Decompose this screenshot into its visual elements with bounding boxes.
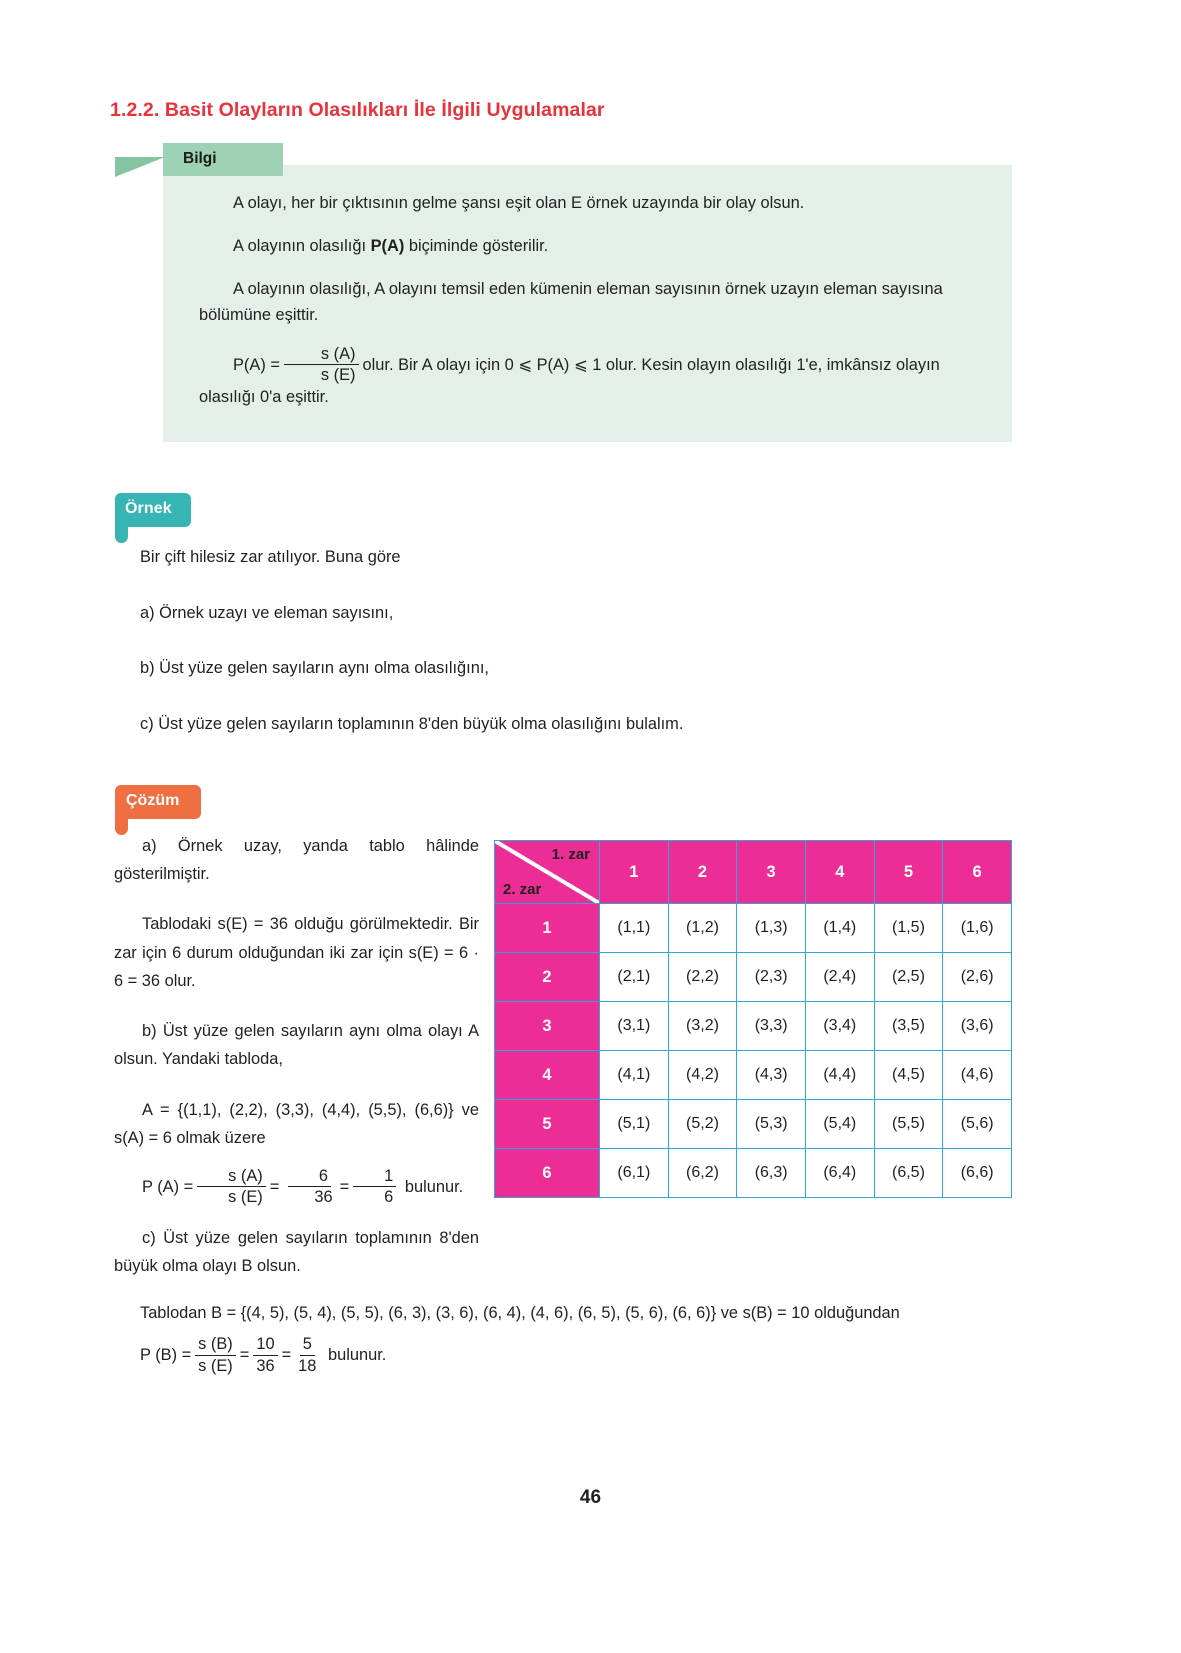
info-paragraph-2	[199, 234, 980, 260]
cell-3-1: (3,1)	[600, 1002, 669, 1051]
cell-3-6: (3,6)	[943, 1002, 1012, 1051]
formula-b-equals-2: =	[281, 1346, 292, 1365]
table-row	[495, 1002, 1012, 1051]
row-header-4: 4	[495, 1051, 600, 1100]
solution-badge	[115, 785, 201, 819]
solution-paragraph-se: Tablodaki s(E) = 36 olduğu görülmektedir. Bir zar için 6 durum olduğundan iki zar için s(E) = 6 · 6 = 36 olur.	[114, 915, 479, 990]
solution-paragraph-a: a) Örnek uzay, yanda tablo hâlinde gösterilmiştir.	[114, 837, 479, 884]
fraction-s-a-over-s-e	[284, 345, 359, 385]
info-p2-part3: biçiminde gösterilir.	[404, 236, 549, 255]
cell-4-3: (4,3)	[737, 1051, 806, 1100]
cell-5-3: (5,3)	[737, 1100, 806, 1149]
column-header-2: 2	[668, 841, 737, 904]
cell-5-2: (5,2)	[668, 1100, 737, 1149]
cell-2-4: (2,4)	[805, 953, 874, 1002]
page-title: 1.2.2. Basit Olayların Olasılıkları İle İlgili Uygulamalar	[110, 99, 605, 121]
fraction-10-36	[253, 1335, 277, 1375]
example-block	[140, 545, 1000, 767]
cell-6-4: (6,4)	[805, 1149, 874, 1198]
table-header-row	[495, 841, 1012, 904]
cell-5-4: (5,4)	[805, 1100, 874, 1149]
column-header-5: 5	[874, 841, 943, 904]
formula-lhs: P(A) =	[233, 355, 280, 374]
column-header-6: 6	[943, 841, 1012, 904]
row-header-1: 1	[495, 904, 600, 953]
fraction-denominator: 18	[298, 1356, 317, 1375]
row-header-2: 2	[495, 953, 600, 1002]
cell-1-3: (1,3)	[737, 904, 806, 953]
fraction-sa-se	[197, 1167, 266, 1207]
fraction-numerator: 1	[353, 1167, 396, 1187]
cell-6-5: (6,5)	[874, 1149, 943, 1198]
column-header-3: 3	[737, 841, 806, 904]
formula-b-tail: bulunur.	[327, 1346, 387, 1365]
fraction-5-18	[295, 1335, 319, 1375]
formula-a-equals-1: =	[269, 1178, 280, 1197]
cell-6-2: (6,2)	[668, 1149, 737, 1198]
info-paragraph-3: A olayının olasılığı, A olayını temsil eden kümenin eleman sayısının örnek uzayın eleman sayısına bölümüne eşittir.	[199, 279, 943, 324]
page-number: 46	[579, 1487, 602, 1508]
cell-4-1: (4,1)	[600, 1051, 669, 1100]
info-box-tab-label: Bilgi	[183, 150, 217, 167]
solution-bottom-block	[140, 1300, 1020, 1386]
cell-3-3: (3,3)	[737, 1002, 806, 1051]
corner-label-first-die: 1. zar	[551, 846, 590, 863]
table-row	[495, 904, 1012, 953]
cell-3-2: (3,2)	[668, 1002, 737, 1051]
column-header-1: 1	[600, 841, 669, 904]
cell-6-1: (6,1)	[600, 1149, 669, 1198]
fraction-denominator: 36	[256, 1356, 275, 1375]
table-row	[495, 1149, 1012, 1198]
cell-1-1: (1,1)	[600, 904, 669, 953]
fraction-numerator: s (B)	[195, 1335, 236, 1355]
formula-tail-text: olur. Bir A olayı için 0 ⩽ P(A) ⩽ 1 olur. Kesin olayın olasılığı 1'e, imkânsız olayın olasılığı 0'a eşittir.	[199, 355, 940, 407]
fraction-denominator: 6	[384, 1188, 394, 1207]
table-row	[495, 953, 1012, 1002]
table-row	[495, 1100, 1012, 1149]
fraction-1-6	[353, 1167, 396, 1207]
fraction-numerator: 6	[288, 1167, 331, 1187]
cell-1-2: (1,2)	[668, 904, 737, 953]
solution-formula-b	[140, 1336, 1020, 1376]
cell-3-4: (3,4)	[805, 1002, 874, 1051]
info-p2-bold: P(A)	[370, 236, 405, 255]
corner-label-second-die: 2. zar	[503, 881, 542, 898]
cell-6-3: (6,3)	[737, 1149, 806, 1198]
example-item-a: a) Örnek uzayı ve eleman sayısını,	[140, 603, 394, 622]
cell-3-5: (3,5)	[874, 1002, 943, 1051]
cell-1-6: (1,6)	[943, 904, 1012, 953]
table-corner-cell	[495, 841, 600, 904]
cell-2-6: (2,6)	[943, 953, 1012, 1002]
cell-2-2: (2,2)	[668, 953, 737, 1002]
example-item-b: b) Üst yüze gelen sayıların aynı olma olasılığını,	[140, 659, 489, 678]
row-header-5: 5	[495, 1100, 600, 1149]
cell-4-5: (4,5)	[874, 1051, 943, 1100]
formula-a-tail: bulunur.	[404, 1178, 464, 1197]
info-formula-paragraph	[199, 346, 980, 412]
info-box-body	[163, 165, 1012, 442]
cell-4-4: (4,4)	[805, 1051, 874, 1100]
fraction-denominator: s (E)	[198, 1356, 233, 1375]
cell-2-5: (2,5)	[874, 953, 943, 1002]
cell-4-6: (4,6)	[943, 1051, 1012, 1100]
table-row	[495, 1051, 1012, 1100]
formula-b-lhs: P (B) =	[140, 1346, 192, 1365]
info-box-tab	[163, 143, 283, 176]
example-badge	[115, 493, 191, 527]
fraction-denominator: s (E)	[320, 366, 356, 385]
info-paragraph-1: A olayı, her bir çıktısının gelme şansı eşit olan E örnek uzayında bir olay olsun.	[233, 194, 805, 212]
fraction-sb-se	[195, 1335, 236, 1375]
cell-1-4: (1,4)	[805, 904, 874, 953]
solution-set-b: Tablodan B = {(4, 5), (5, 4), (5, 5), (6, 3), (3, 6), (6, 4), (4, 6), (6, 5), (5, 6), (6, 6)} ve s(B) = 10 olduğundan	[140, 1304, 900, 1322]
example-badge-label: Örnek	[125, 500, 172, 517]
cell-2-3: (2,3)	[737, 953, 806, 1002]
cell-2-1: (2,1)	[600, 953, 669, 1002]
row-header-6: 6	[495, 1149, 600, 1198]
solution-set-a: A = {(1,1), (2,2), (3,3), (4,4), (5,5), (6,6)} ve s(A) = 6 olmak üzere	[114, 1100, 479, 1147]
fraction-6-36	[283, 1167, 335, 1207]
fraction-denominator: 36	[314, 1188, 333, 1207]
dice-sample-space-table	[494, 840, 1012, 1198]
cell-4-2: (4,2)	[668, 1051, 737, 1100]
cell-6-6: (6,6)	[943, 1149, 1012, 1198]
column-header-4: 4	[805, 841, 874, 904]
solution-formula-a	[114, 1168, 479, 1208]
fraction-numerator: s (A)	[197, 1167, 266, 1187]
formula-a-lhs: P (A) =	[142, 1178, 194, 1197]
solution-badge-label: Çözüm	[126, 792, 180, 809]
row-header-3: 3	[495, 1002, 600, 1051]
cell-5-1: (5,1)	[600, 1100, 669, 1149]
example-item-c: c) Üst yüze gelen sayıların toplamının 8'den büyük olma olasılığını bulalım.	[140, 714, 684, 733]
ribbon-tail-shape	[115, 157, 165, 177]
example-intro: Bir çift hilesiz zar atılıyor. Buna göre	[140, 548, 401, 566]
fraction-numerator: 5	[300, 1335, 315, 1355]
cell-5-6: (5,6)	[943, 1100, 1012, 1149]
solution-paragraph-b: b) Üst yüze gelen sayıların aynı olma olayı A olsun. Yandaki tabloda,	[114, 1022, 479, 1069]
formula-b-equals-1: =	[239, 1346, 250, 1365]
info-p2-part1: A olayının olasılığı	[233, 236, 371, 255]
solution-left-column	[114, 832, 479, 1302]
fraction-numerator: 10	[253, 1335, 277, 1355]
cell-5-5: (5,5)	[874, 1100, 943, 1149]
formula-a-equals-2: =	[339, 1178, 350, 1197]
fraction-denominator: s (E)	[228, 1188, 263, 1207]
cell-1-5: (1,5)	[874, 904, 943, 953]
solution-paragraph-c: c) Üst yüze gelen sayıların toplamının 8'den büyük olma olayı B olsun.	[114, 1228, 479, 1275]
fraction-numerator: s (A)	[284, 345, 359, 365]
